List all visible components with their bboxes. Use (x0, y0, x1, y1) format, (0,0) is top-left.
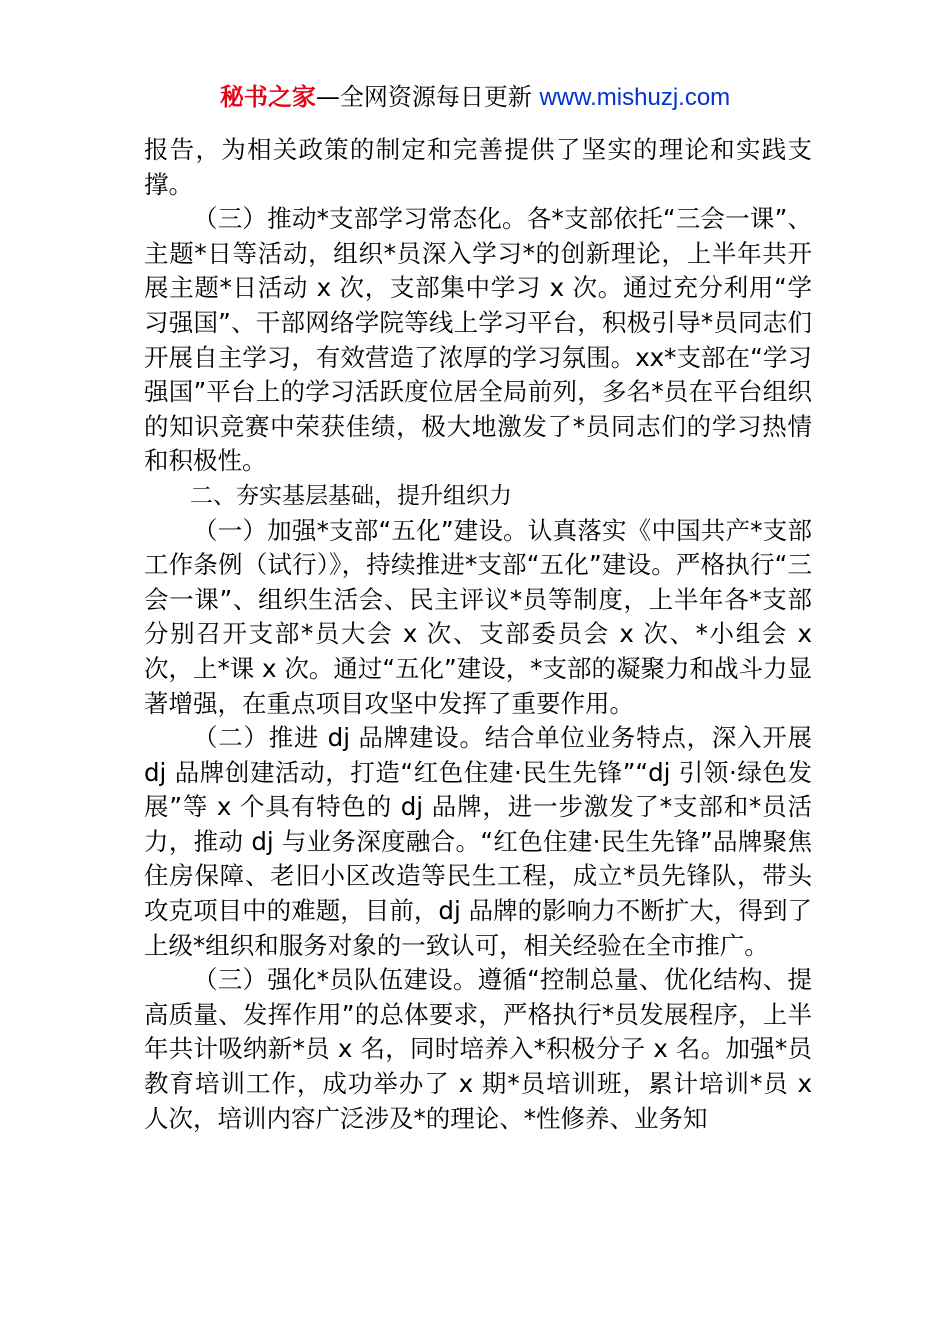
paragraph-study-normalization: （三）推动*支部学习常态化。各*支部依托“三会一课”、主题*日等活动，组织*员深入学习*的创新理论，上半年共开展主题*日活动 x 次，支部集中学习 x 次。通过充分利用“学习强国”、干部网络学院等线上学习平台，积极引导*员同志们开展自主学习，有效营造了浓厚的学习氛围。xx*支部在“学习强国”平台上的学习活跃度位居全局前列，多名*员在平台组织的知识竞赛中荣获佳绩，极大地激发了*员同志们的学习热情和积极性。 (144, 204, 812, 476)
site-header (0, 80, 950, 115)
document-body (144, 133, 812, 1136)
section-heading-grassroots: 二、夯实基层基础，提升组织力 (190, 482, 512, 509)
paragraph-five-standards: （一）加强*支部“五化”建设。认真落实《中国共产*支部工作条例（试行）》，持续推进*支部“五化”建设。严格执行“三会一课”、组织生活会、民主评议*员等制度，上半年各*支部分别召开支部*员大会 x 次、支部委员会 x 次、*小组会 x 次，上*课 x 次。通过“五化”建设，*支部的凝聚力和战斗力显著增强，在重点项目攻坚中发挥了重要作用。 (144, 515, 812, 718)
site-tagline: —全网资源每日更新 (315, 83, 540, 111)
paragraph-brand-building: （二）推进 dj 品牌建设。结合单位业务特点，深入开展 dj 品牌创建活动，打造“红色住建·民生先锋”“dj 引领·绿色发展”等 x 个具有特色的 dj 品牌，进一步激发了*支部和*员活力，推动 dj 与业务深度融合。“红色住建·民生先锋”品牌聚焦住房保障、老旧小区改造等民生工程，成立*员先锋队，带头攻克项目中的难题，目前，dj 品牌的影响力不断扩大，得到了上级*组织和服务对象的一致认可，相关经验在全市推广。 (144, 723, 812, 960)
paragraph-team-building: （三）强化*员队伍建设。遵循“控制总量、优化结构、提高质量、发挥作用”的总体要求，严格执行*员发展程序，上半年共计吸纳新*员 x 名，同时培养入*积极分子 x 名。加强*员教育培训工作，成功举办了 x 期*员培训班，累计培训*员 x 人次，培训内容广泛涉及*的理论、*性修养、业务知 (144, 965, 812, 1133)
site-brand: 秘书之家 (219, 83, 316, 111)
site-url-link[interactable]: www.mishuzj.com (539, 84, 731, 111)
paragraph-continuation: 报告，为相关政策的制定和完善提供了坚实的理论和实践支撑。 (144, 135, 812, 199)
